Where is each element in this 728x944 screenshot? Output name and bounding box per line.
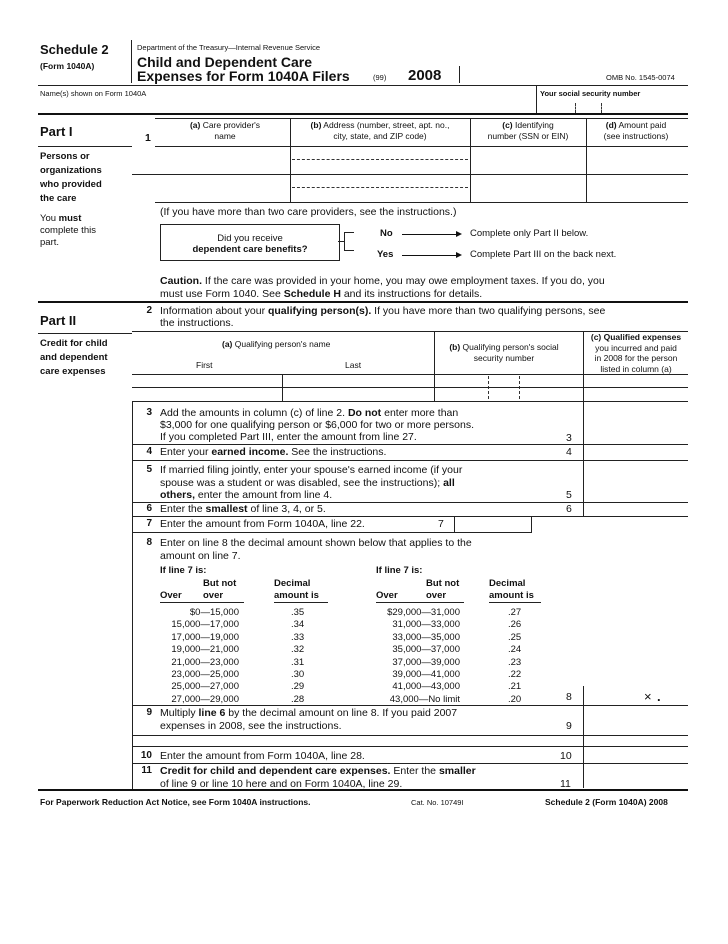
line-7-text: Enter the amount from Form 1040A, line 22.	[160, 518, 365, 530]
part1-must-note: You must complete this part.	[40, 213, 96, 248]
income-range: 25,000—27,000	[171, 681, 239, 693]
income-range: 35,000—37,000	[392, 644, 460, 656]
table-left-heading: If line 7 is:	[160, 565, 207, 576]
part1-side-heading: Persons or organizations who provided the care	[40, 151, 102, 204]
line-5-text: If married filing jointly, enter your spouse's earned income (if your spouse was a student or was disabled, see the instructions); all others, enter the amount from line 4.	[160, 464, 463, 501]
income-range: 33,000—35,000	[392, 631, 460, 643]
col-b-header: (b) Address (number, street, apt. no., city, state, and ZIP code)	[310, 120, 450, 141]
qualifying-name-header: (a) Qualifying person's name	[222, 339, 331, 349]
income-range: 43,000—No limit	[389, 693, 460, 705]
decimal-amount: .28	[291, 693, 305, 705]
provider-1-amount[interactable]	[588, 148, 686, 172]
first-name-header: First	[196, 360, 213, 370]
table-right-over2: over	[426, 590, 447, 601]
qualified-expenses-header: (c) Qualified expenses you incurred and paid in 2008 for the person listed in column (a)	[590, 332, 682, 374]
line-4-number: 4	[146, 446, 152, 457]
line-9-box-label: 9	[566, 720, 572, 732]
ssn-label: Your social security number	[540, 89, 641, 98]
line-5-number: 5	[146, 464, 152, 475]
no-arrow-icon	[402, 234, 460, 235]
times-icon: ×	[644, 689, 652, 704]
line-8-number: 8	[146, 537, 152, 548]
line-11-box-label: 11	[560, 778, 571, 790]
yes-arrow-icon	[402, 255, 460, 256]
table-right-heading: If line 7 is:	[376, 565, 423, 576]
line-11-number: 11	[141, 765, 152, 776]
table-right-amount-is: amount is	[489, 590, 534, 601]
col-c-header: (c) Identifying number (SSN or EIN)	[487, 120, 569, 141]
person-1-last[interactable]	[285, 376, 431, 386]
paperwork-notice: For Paperwork Reduction Act Notice, see Form 1040A instructions.	[40, 797, 311, 807]
line-7-number: 7	[146, 518, 152, 529]
decimal-point: .	[657, 689, 661, 704]
form-title-2: Expenses for Form 1040A Filers	[137, 68, 350, 84]
line-8-box-label: 8	[566, 691, 572, 703]
table-right-over: Over	[376, 590, 398, 601]
income-range: 17,000—19,000	[171, 631, 239, 643]
line-5-box-label: 5	[566, 489, 572, 501]
qualifying-ssn-header: (b) Qualifying person's social security number	[449, 342, 559, 363]
question-text: Did you receive dependent care benefits?	[192, 233, 308, 255]
decimal-amount: .23	[508, 656, 522, 668]
income-range: 27,000—29,000	[171, 693, 239, 705]
part1-title: Part I	[40, 124, 73, 139]
decimal-amount: .30	[291, 668, 305, 680]
decimal-amount: .26	[508, 619, 522, 631]
person-1-expenses[interactable]	[586, 376, 686, 386]
line-10-text: Enter the amount from Form 1040A, line 28.	[160, 750, 365, 762]
decimal-amount: .34	[291, 619, 305, 631]
line-2-number: 2	[146, 305, 152, 316]
income-range: $29,000—31,000	[387, 607, 460, 618]
no-option[interactable]: No	[380, 228, 393, 239]
provider-1-name[interactable]	[160, 148, 288, 172]
table-right-butnot: But not	[426, 578, 460, 589]
table-left-butnot: But not	[203, 578, 237, 589]
income-range: 37,000—39,000	[392, 656, 460, 668]
line-4-amount[interactable]	[586, 446, 686, 459]
line-11-amount[interactable]	[586, 777, 686, 789]
income-range: 39,000—41,000	[392, 668, 460, 680]
col-a-header: (a) Care provider's name	[189, 120, 261, 141]
income-range: 41,000—43,000	[392, 681, 460, 693]
more-providers-note: (If you have more than two care providers, see the instructions.)	[160, 206, 457, 218]
income-range: 15,000—17,000	[171, 619, 239, 631]
names-label: Name(s) shown on Form 1040A	[40, 89, 147, 98]
omb-number: OMB No. 1545-0074	[606, 73, 675, 82]
decimal-amount: .20	[508, 693, 522, 705]
table-left-amount-is: amount is	[274, 590, 319, 601]
line-9-number: 9	[146, 707, 152, 718]
line-11-text: Credit for child and dependent care expenses. Enter the smaller of line 9 or line 10 here and on Form 1040A, line 29.	[160, 765, 476, 790]
table-left-over: Over	[160, 590, 182, 601]
line-3-number: 3	[146, 407, 152, 418]
line-8-text: Enter on line 8 the decimal amount shown below that applies to the amount on line 7.	[160, 537, 472, 562]
decimal-amount: .22	[508, 668, 522, 680]
decimal-amount: .21	[508, 681, 522, 693]
schedule-label: Schedule 2	[40, 42, 109, 57]
last-name-header: Last	[345, 360, 362, 370]
form-label: (Form 1040A)	[40, 61, 95, 71]
line-10-box-label: 10	[560, 750, 572, 762]
line-6-text: Enter the smallest of line 3, 4, or 5.	[160, 503, 326, 515]
decimal-amount: .31	[291, 656, 305, 668]
decimal-amount: .35	[291, 607, 305, 618]
decimal-amount: .29	[291, 681, 305, 693]
line-8-amount[interactable]	[586, 690, 642, 703]
line-6-amount[interactable]	[586, 503, 686, 515]
table-left-over2: over	[203, 590, 224, 601]
caution-note: Caution. If the care was provided in your home, you may owe employment taxes. If you do, you must use Form 1040. See Schedule H and its instructions for details.	[160, 275, 605, 300]
form-title-1: Child and Dependent Care	[137, 54, 313, 70]
table-right-decimal: Decimal	[489, 578, 526, 589]
income-range: 31,000—33,000	[392, 619, 460, 631]
table-left-decimal: Decimal	[274, 578, 311, 589]
decimal-amount: .33	[291, 631, 305, 643]
line-10-number: 10	[140, 750, 152, 761]
income-range: 23,000—25,000	[171, 668, 239, 680]
catalog-number: Cat. No. 10749I	[411, 798, 464, 807]
col-d-header: (d) Amount paid (see instructions)	[603, 120, 669, 141]
line-3-amount[interactable]	[586, 429, 686, 443]
line-9-text: Multiply line 6 by the decimal amount on line 8. If you paid 2007 expenses in 2008, see the instructions.	[160, 707, 458, 732]
decimal-amount: .24	[508, 644, 522, 656]
line-3-box-label: 3	[566, 432, 572, 444]
footer-schedule: Schedule 2 (Form 1040A) 2008	[545, 797, 668, 807]
line-4-text: Enter your earned income. See the instructions.	[160, 446, 387, 458]
department-label: Department of the Treasury—Internal Revenue Service	[137, 43, 321, 52]
tax-year: 2008	[408, 67, 442, 84]
no-action: Complete only Part II below.	[470, 228, 589, 239]
decimal-amount: .32	[291, 644, 305, 656]
provider-2-amount[interactable]	[588, 176, 686, 200]
line-2-text: Information about your qualifying person(s). If you have more than two qualifying persons, see the instructions.	[160, 305, 606, 329]
line-1-number: 1	[145, 132, 151, 144]
line-6-number: 6	[146, 503, 152, 514]
part2-title: Part II	[40, 313, 77, 328]
line-4-box-label: 4	[566, 446, 572, 458]
yes-action: Complete Part III on the back next.	[470, 249, 617, 260]
person-1-first[interactable]	[135, 376, 280, 386]
decimal-amount: .25	[508, 631, 522, 643]
line-3-text: Add the amounts in column (c) of line 2. Do not enter more than $3,000 for one qualifying person or $6,000 for two or more persons. If you completed Part III, enter the amount from line 27.	[160, 407, 475, 443]
line-7-amount[interactable]	[456, 518, 529, 530]
income-range: 21,000—23,000	[171, 656, 239, 668]
decimal-amount: .27	[508, 607, 522, 618]
yes-option[interactable]: Yes	[377, 249, 394, 260]
line-10-amount[interactable]	[586, 750, 686, 762]
part2-side-heading: Credit for child and dependent care expenses	[40, 338, 108, 377]
provider-2-name[interactable]	[160, 176, 288, 200]
sequence-code: (99)	[373, 73, 387, 82]
line-9-amount[interactable]	[586, 720, 686, 733]
line-5-amount[interactable]	[586, 487, 686, 500]
income-range: 19,000—21,000	[171, 644, 239, 656]
income-range: $0—15,000	[189, 607, 239, 618]
line-6-box-label: 6	[566, 503, 572, 515]
line-7-box-label: 7	[438, 518, 444, 530]
